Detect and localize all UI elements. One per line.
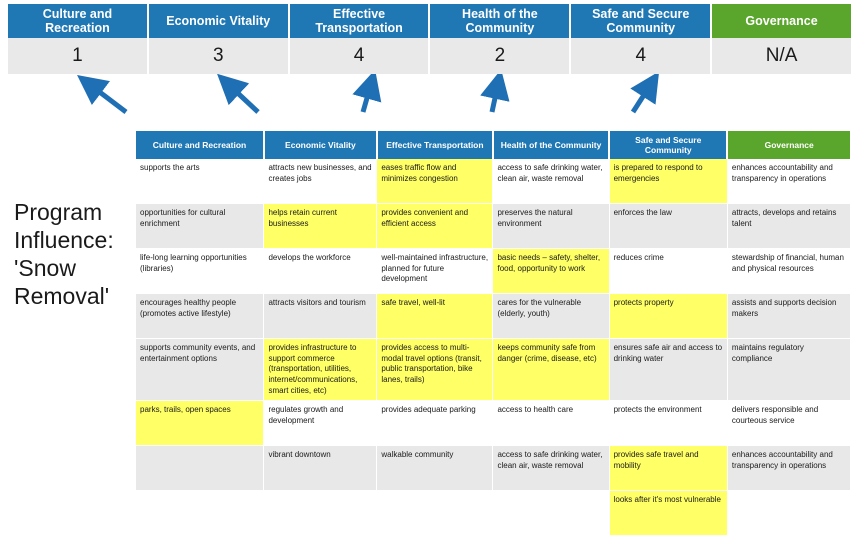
matrix-cell: attracts visitors and tourism: [264, 294, 377, 339]
matrix-cell: looks after it's most vulnerable: [609, 491, 727, 536]
matrix-cell: provides convenient and efficient access: [377, 204, 493, 249]
arrow-culture-and-recreation: [89, 84, 126, 112]
matrix-cell: access to safe drinking water, clean air, waste removal: [493, 446, 609, 491]
scorecard-header-governance: Governance: [712, 4, 851, 38]
matrix-cell: supports community events, and entertainment options: [136, 339, 264, 401]
matrix-cell: enforces the law: [609, 204, 727, 249]
matrix-cell: is prepared to respond to emergencies: [609, 159, 727, 204]
matrix-cell: walkable community: [377, 446, 493, 491]
scorecard-strip: [8, 4, 851, 74]
scorecard-score-effective-transportation: 4: [290, 38, 431, 74]
matrix-cell: provides infrastructure to support commerce (transportation, utilities, internet/communications, smart cities, etc): [264, 339, 377, 401]
matrix-cell: opportunities for cultural enrichment: [136, 204, 264, 249]
table-row: [136, 401, 850, 446]
scorecard-header-safe-and-secure-community: Safe and Secure Community: [571, 4, 712, 38]
matrix-cell: [727, 491, 850, 536]
matrix-cell: [264, 491, 377, 536]
matrix-cell: provides safe travel and mobility: [609, 446, 727, 491]
matrix-cell: provides access to multi-modal travel options (transit, public transportation, bike lanes, trails): [377, 339, 493, 401]
matrix-cell: parks, trails, open spaces: [136, 401, 264, 446]
table-row: [136, 159, 850, 204]
matrix-cell: well-maintained infrastructure, planned for future development: [377, 249, 493, 294]
matrix-header-safe-and-secure-community: Safe and Secure Community: [609, 131, 727, 159]
scorecard-score-health-of-the-community: 2: [430, 38, 571, 74]
matrix-cell: enhances accountability and transparency in operations: [727, 159, 850, 204]
arrow-economic-vitality: [228, 84, 258, 112]
matrix-cell: ensures safe air and access to drinking water: [609, 339, 727, 401]
matrix-cell: eases traffic flow and minimizes congestion: [377, 159, 493, 204]
matrix-cell: [136, 491, 264, 536]
matrix-cell: keeps community safe from danger (crime, disease, etc): [493, 339, 609, 401]
arrow-safe-and-secure-community: [633, 84, 651, 112]
arrow-group: [0, 74, 859, 134]
scorecard-score-safe-and-secure-community: 4: [571, 38, 712, 74]
scorecard-header-health-of-the-community: Health of the Community: [430, 4, 571, 38]
matrix-cell: attracts, develops and retains talent: [727, 204, 850, 249]
matrix-cell: stewardship of financial, human and physical resources: [727, 249, 850, 294]
matrix-cell: supports the arts: [136, 159, 264, 204]
scorecard-header-culture-and-recreation: Culture and Recreation: [8, 4, 149, 38]
matrix-cell: access to health care: [493, 401, 609, 446]
matrix-cell: life-long learning opportunities (libraries): [136, 249, 264, 294]
scorecard-header-effective-transportation: Effective Transportation: [290, 4, 431, 38]
matrix-cell: enhances accountability and transparency in operations: [727, 446, 850, 491]
matrix-header-governance: Governance: [727, 131, 850, 159]
table-row: [136, 339, 850, 401]
matrix-header-row: [136, 131, 850, 159]
matrix-cell: protects property: [609, 294, 727, 339]
matrix-cell: helps retain current businesses: [264, 204, 377, 249]
table-row: [136, 446, 850, 491]
strategic-outcomes-matrix: [136, 131, 850, 536]
matrix-cell: maintains regulatory compliance: [727, 339, 850, 401]
matrix-cell: access to safe drinking water, clean air, waste removal: [493, 159, 609, 204]
matrix-cell: safe travel, well-lit: [377, 294, 493, 339]
matrix-header-culture-and-recreation: Culture and Recreation: [136, 131, 264, 159]
table-row: [136, 249, 850, 294]
matrix-cell: reduces crime: [609, 249, 727, 294]
table-row: [136, 491, 850, 536]
scorecard-header-economic-vitality: Economic Vitality: [149, 4, 290, 38]
scorecard-header-row: [8, 4, 851, 38]
program-influence-caption: Program Influence: 'Snow Removal': [14, 199, 114, 310]
scorecard-score-row: [8, 38, 851, 74]
arrow-health-of-the-community: [492, 84, 498, 112]
matrix-cell: [377, 491, 493, 536]
scorecard-score-governance: N/A: [765, 45, 798, 66]
matrix-cell: regulates growth and development: [264, 401, 377, 446]
scorecard-score-economic-vitality: 3: [149, 38, 290, 74]
table-row: [136, 294, 850, 339]
matrix-cell: assists and supports decision makers: [727, 294, 850, 339]
matrix-cell: [136, 446, 264, 491]
matrix-header-health-of-the-community: Health of the Community: [493, 131, 609, 159]
matrix-cell: provides adequate parking: [377, 401, 493, 446]
matrix-header-effective-transportation: Effective Transportation: [377, 131, 493, 159]
matrix-cell: cares for the vulnerable (elderly, youth): [493, 294, 609, 339]
matrix-cell: vibrant downtown: [264, 446, 377, 491]
scorecard-score-culture-and-recreation: 1: [8, 38, 149, 74]
matrix-cell: [493, 491, 609, 536]
matrix-cell: encourages healthy people (promotes active lifestyle): [136, 294, 264, 339]
matrix-cell: attracts new businesses, and creates jobs: [264, 159, 377, 204]
matrix-header-economic-vitality: Economic Vitality: [264, 131, 377, 159]
matrix-cell: basic needs – safety, shelter, food, opportunity to work: [493, 249, 609, 294]
matrix-cell: delivers responsible and courteous service: [727, 401, 850, 446]
arrow-effective-transportation: [363, 84, 371, 112]
table-row: [136, 204, 850, 249]
matrix-cell: develops the workforce: [264, 249, 377, 294]
matrix-cell: protects the environment: [609, 401, 727, 446]
matrix-cell: preserves the natural environment: [493, 204, 609, 249]
